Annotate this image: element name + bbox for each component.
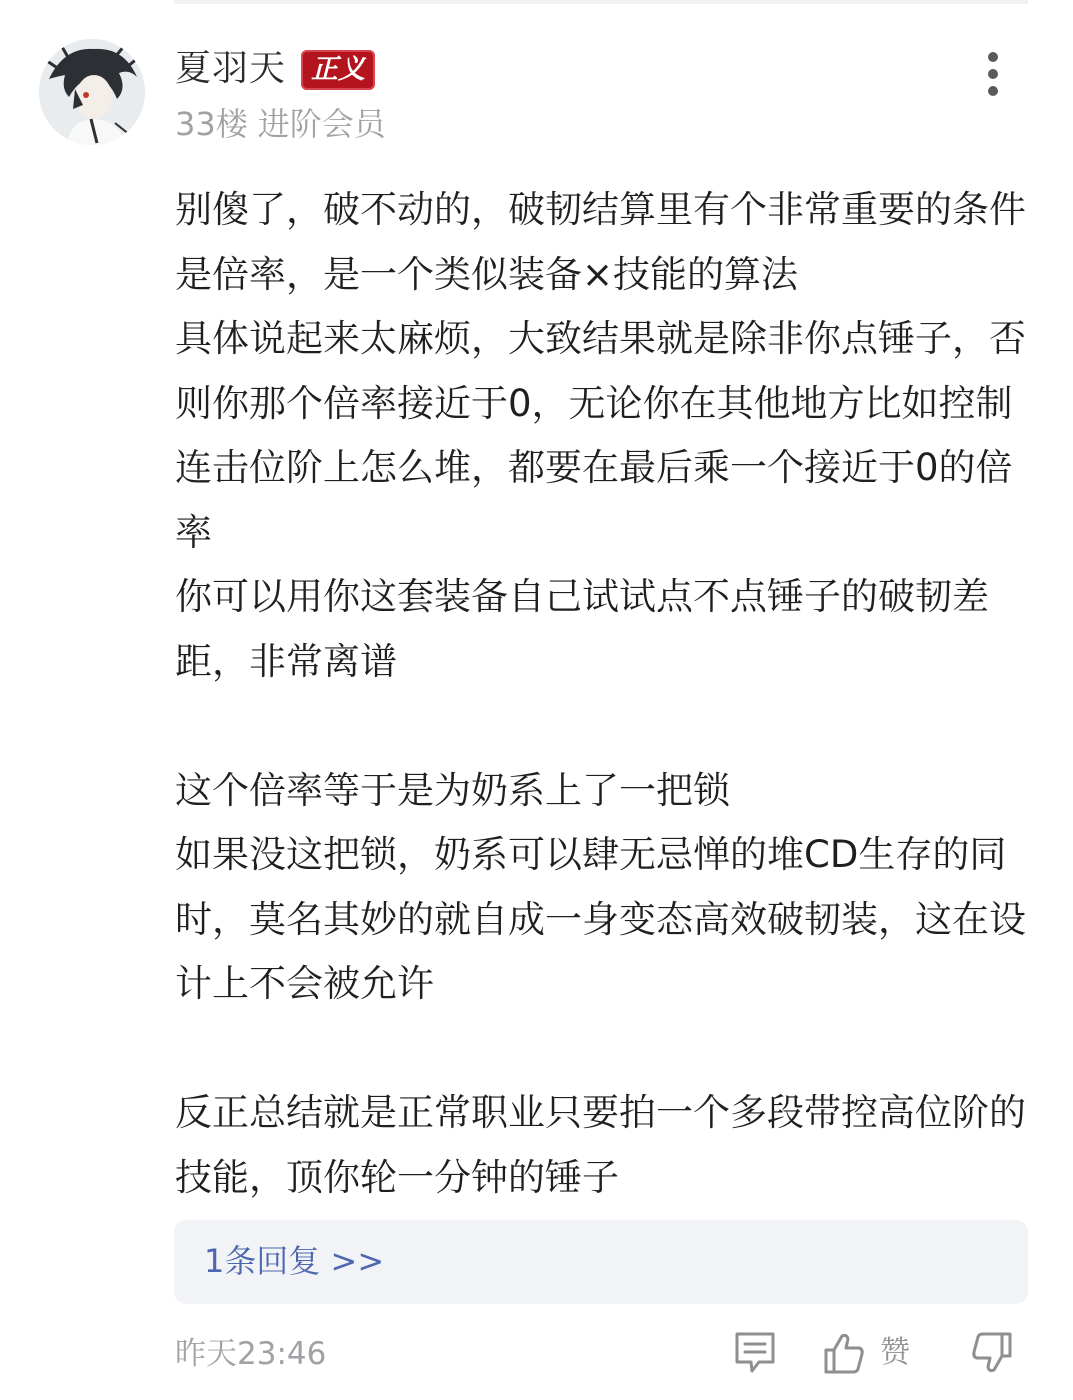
reply-box[interactable] bbox=[174, 1220, 1028, 1304]
like-label: 赞 bbox=[880, 1335, 910, 1370]
content-paragraph: 这个倍率等于是为奶系上了一把锁 bbox=[175, 768, 730, 812]
like-button[interactable] bbox=[820, 1330, 920, 1378]
content-paragraph: 如果没这把锁，奶系可以肆无忌惮的堆CD生存的同时，莫名其妙的就自成一身变态高效破韧装，这在设计上不会被允许 bbox=[175, 833, 1026, 1005]
justice-badge: 正义 bbox=[301, 50, 375, 90]
comment-icon bbox=[733, 1330, 777, 1376]
post-meta bbox=[175, 103, 386, 145]
view-replies-link[interactable]: 1条回复 >> bbox=[204, 1242, 385, 1280]
floor-number: 33楼 bbox=[175, 105, 248, 143]
username[interactable]: 夏羽天 bbox=[175, 48, 287, 89]
timestamp: 昨天23:46 bbox=[175, 1336, 327, 1372]
thumbs-up-icon bbox=[822, 1330, 866, 1376]
content-paragraph: 反正总结就是正常职业只要拍一个多段带控高位阶的技能，顶你轮一分钟的锤子 bbox=[175, 1091, 1026, 1199]
top-divider bbox=[174, 0, 1028, 4]
thumbs-down-icon bbox=[968, 1330, 1014, 1376]
dislike-button[interactable] bbox=[968, 1330, 1018, 1378]
member-level: 进阶会员 bbox=[257, 105, 386, 143]
post-content bbox=[175, 178, 1035, 1210]
avatar[interactable] bbox=[39, 39, 145, 145]
content-paragraph: 别傻了，破不动的，破韧结算里有个非常重要的条件是倍率，是一个类似装备×技能的算法 bbox=[175, 188, 1026, 296]
content-paragraph: 具体说起来太麻烦，大致结果就是除非你点锤子，否则你那个倍率接近于0，无论你在其他地方比如控制连击位阶上怎么堆，都要在最后乘一个接近于0的倍率 bbox=[175, 317, 1026, 554]
more-vertical-icon[interactable] bbox=[970, 48, 1016, 100]
comment-button[interactable] bbox=[733, 1330, 779, 1378]
blank-line bbox=[175, 1017, 1035, 1082]
blank-line bbox=[175, 694, 1035, 759]
content-paragraph: 你可以用你这套装备自己试试点不点锤子的破韧差距，非常离谱 bbox=[175, 575, 989, 683]
